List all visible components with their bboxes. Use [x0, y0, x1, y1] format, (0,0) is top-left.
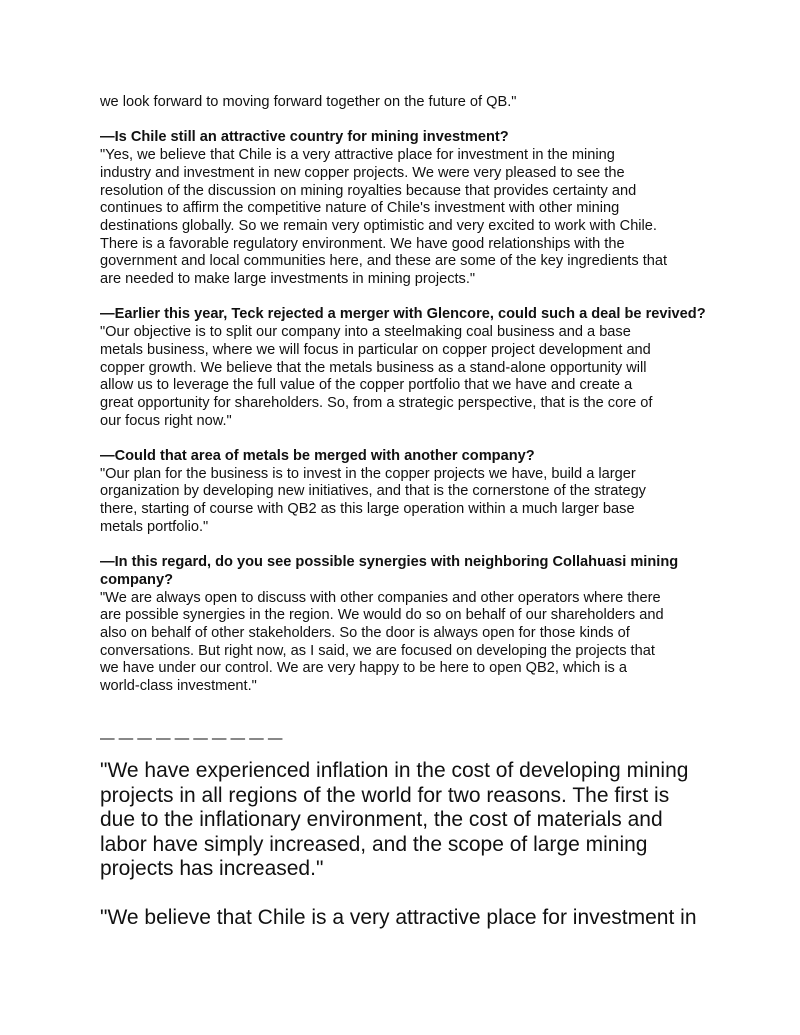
qa-block-4	[100, 554, 710, 696]
pull-quote-1: "We have experienced inflation in the cost of developing mining projects in all regions of the world for two reasons. The first is due to the inflationary environment, the cost of materials and labor have simply increased, and the scope of large mining projects has increased."	[100, 758, 689, 881]
separator-line: — — — — — — — — — —	[100, 731, 283, 748]
spacer	[100, 882, 710, 907]
qa-block-3	[100, 448, 710, 537]
spacer	[100, 714, 710, 732]
answer-2-line-5: great opportunity for shareholders. So, from a strategic perspective, that is the core of	[100, 394, 653, 411]
intro-line: we look forward to moving forward together on the future of QB."	[100, 94, 517, 110]
answer-2-line-3: copper growth. We believe that the metals business as a stand-alone opportunity will	[100, 359, 647, 376]
question-2: —Earlier this year, Teck rejected a merger with Glencore, could such a deal be revived?	[100, 306, 706, 323]
answer-1-line-3: resolution of the discussion on mining royalties because that provides certainty and	[100, 182, 637, 199]
answer-3-line-3: there, starting of course with QB2 as this large operation within a much larger base	[100, 501, 635, 518]
answer-4-line-4: conversations. But right now, as I said, we are focused on developing the projects that	[100, 642, 655, 659]
answer-4-line-3: also on behalf of other stakeholders. So the door is always open for those kinds of	[100, 625, 630, 642]
answer-1-line-4: continues to affirm the competitive nature of Chile's investment with other mining	[100, 200, 620, 217]
answer-1-line-2: industry and investment in new copper projects. We were very pleased to see the	[100, 164, 625, 181]
answer-4-line-1: "We are always open to discuss with other companies and other operators where there	[100, 589, 661, 606]
answer-2-line-6: our focus right now."	[100, 412, 232, 429]
answer-4-line-6: world-class investment."	[100, 678, 257, 695]
answer-2-line-4: allow us to leverage the full value of the copper portfolio that we have and create a	[100, 377, 633, 394]
answer-3-line-1: "Our plan for the business is to invest in the copper projects we have, build a larger	[100, 465, 636, 482]
question-3: —Could that area of metals be merged with another company?	[100, 448, 535, 465]
answer-2-line-1: "Our objective is to split our company into a steelmaking coal business and a base	[100, 324, 631, 341]
answer-2-line-2: metals business, where we will focus in particular on copper project development and	[100, 341, 651, 358]
answer-3-line-4: metals portfolio."	[100, 518, 209, 535]
answer-1-line-6: There is a favorable regulatory environment. We have good relationships with the	[100, 235, 625, 252]
answer-1-line-1: "Yes, we believe that Chile is a very attractive place for investment in the mining	[100, 147, 615, 164]
spacer	[100, 430, 710, 448]
spacer	[100, 112, 710, 130]
answer-1-line-7: government and local communities here, and these are some of the key ingredients that	[100, 253, 668, 270]
spacer	[100, 696, 710, 714]
spacer	[100, 537, 710, 555]
answer-4-line-5: we have under our control. We are very happy to be here to open QB2, which is a	[100, 660, 628, 677]
answer-3-line-2: organization by developing new initiatives, and that is the cornerstone of the strategy	[100, 483, 646, 500]
answer-4-line-2: are possible synergies in the region. We would do so on behalf of our shareholders and	[100, 607, 664, 624]
answer-1-line-8: are needed to make large investments in mining projects."	[100, 271, 476, 288]
answer-1-line-5: destinations globally. So we remain very optimistic and very excited to work with Chile.	[100, 217, 657, 234]
qa-block-1	[100, 129, 710, 288]
question-4: —In this regard, do you see possible synergies with neighboring Collahuasi mining company?	[100, 554, 679, 588]
question-1: —Is Chile still an attractive country for mining investment?	[100, 129, 509, 146]
spacer	[100, 289, 710, 307]
qa-block-2	[100, 306, 710, 430]
pull-quote-2: "We believe that Chile is a very attractive place for investment in	[100, 906, 697, 930]
